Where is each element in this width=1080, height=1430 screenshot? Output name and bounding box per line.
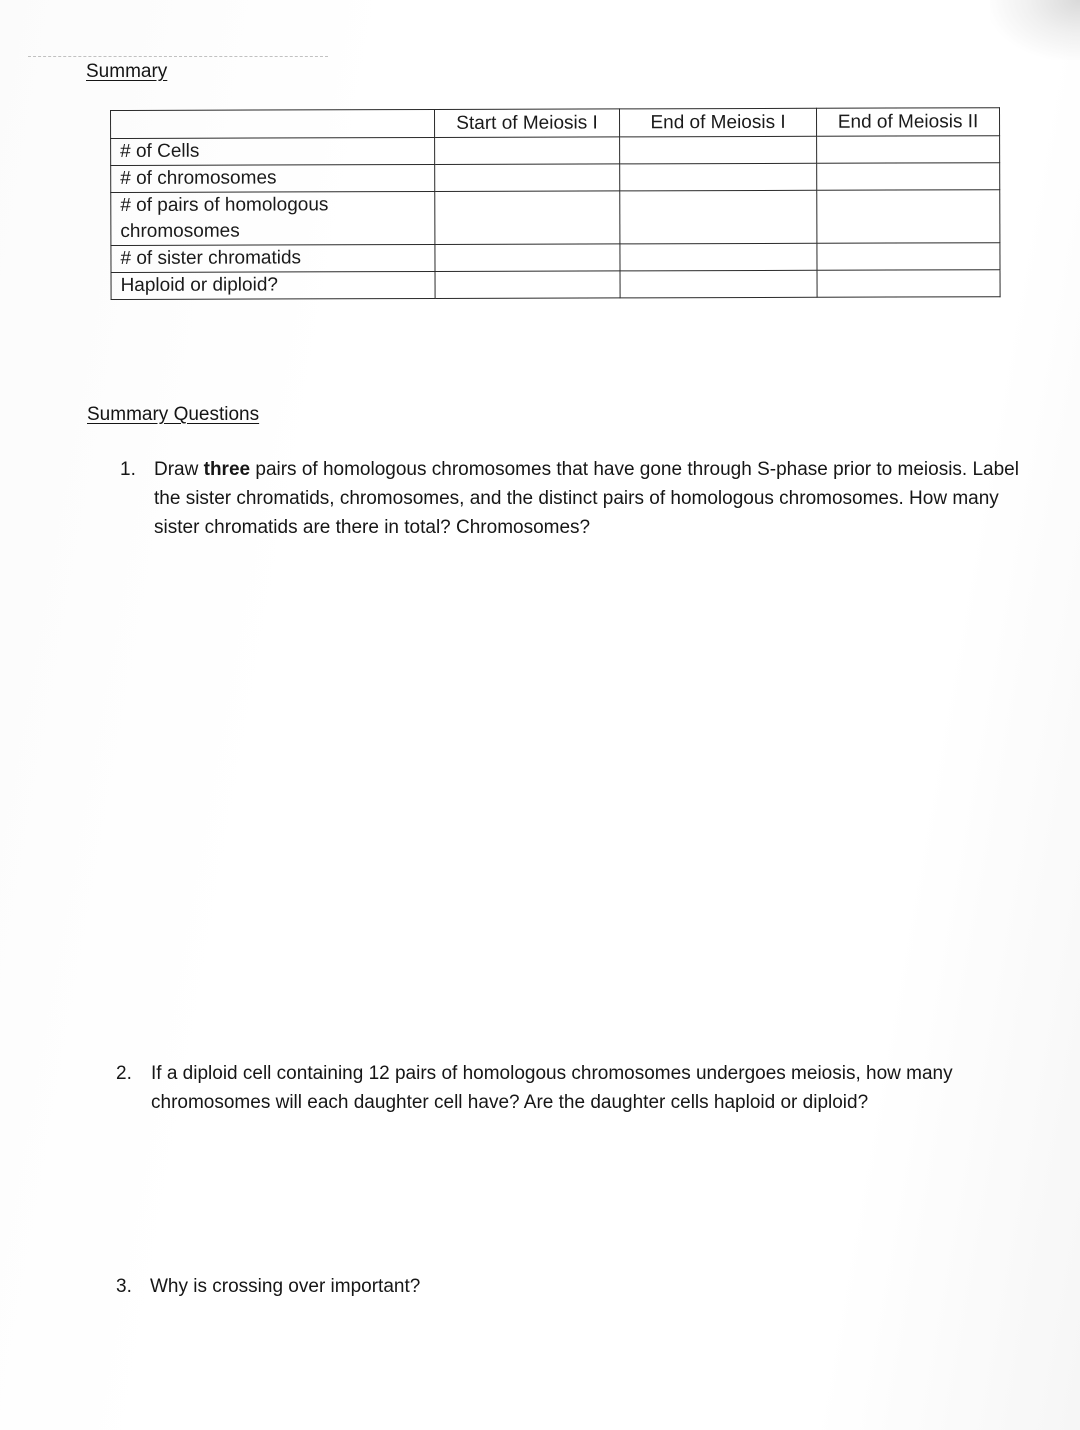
question-text-part: pairs of homologous chromosomes that have gone through S-phase prior to meiosis. Label the sister chromatids, chromosomes, and the distinct pairs of homologous chromosomes. How many sister chromatids are there in total? Chromosomes? xyxy=(154,459,1019,538)
page-corner-shadow xyxy=(990,0,1080,60)
table-cell[interactable] xyxy=(620,243,817,271)
table-header-start-meiosis-1: Start of Meiosis I xyxy=(434,109,619,138)
table-header-blank xyxy=(111,109,435,138)
table-cell[interactable] xyxy=(817,243,1000,271)
row-label-cells: # of Cells xyxy=(111,137,435,165)
question-text xyxy=(154,455,1020,542)
table-cell[interactable] xyxy=(435,244,620,272)
table-row xyxy=(111,243,1000,273)
table-cell[interactable] xyxy=(435,137,620,165)
question-text: If a diploid cell containing 12 pairs of homologous chromosomes undergoes meiosis, how many chromosomes will each daughter cell have? Are the daughter cells haploid or diploid? xyxy=(151,1063,953,1113)
question-text: Why is crossing over important? xyxy=(150,1276,421,1297)
question-text-part: Draw xyxy=(154,459,204,480)
summary-questions-heading: Summary Questions xyxy=(87,404,260,425)
table-cell[interactable] xyxy=(435,164,620,192)
scan-edge-rule xyxy=(28,56,328,57)
question-2 xyxy=(116,1059,996,1117)
table-cell[interactable] xyxy=(817,136,1000,164)
table-row xyxy=(111,163,1000,193)
row-label-chromosomes: # of chromosomes xyxy=(111,164,435,192)
question-1 xyxy=(120,455,1020,542)
row-label-haploid-diploid: Haploid or diploid? xyxy=(111,271,435,299)
table-cell[interactable] xyxy=(435,191,620,245)
summary-heading: Summary xyxy=(86,61,168,82)
table-cell[interactable] xyxy=(435,271,620,299)
row-label-sister-chromatids: # of sister chromatids xyxy=(111,244,435,272)
table-cell[interactable] xyxy=(620,163,817,191)
table-header-row xyxy=(111,108,1000,139)
table-row xyxy=(111,136,1000,166)
table-cell[interactable] xyxy=(620,136,817,164)
question-3 xyxy=(116,1272,716,1301)
summary-table xyxy=(110,107,1001,300)
table-header-end-meiosis-2: End of Meiosis II xyxy=(816,108,999,137)
table-row xyxy=(111,270,1000,300)
table-cell[interactable] xyxy=(817,163,1000,191)
table-header-end-meiosis-1: End of Meiosis I xyxy=(619,108,816,137)
table-cell[interactable] xyxy=(620,190,817,244)
question-number: 2. xyxy=(116,1063,132,1084)
table-cell[interactable] xyxy=(817,190,1000,244)
table-cell[interactable] xyxy=(817,270,1000,298)
question-number: 3. xyxy=(116,1276,132,1297)
table-cell[interactable] xyxy=(620,270,817,298)
question-emphasis: three xyxy=(203,459,251,480)
question-number: 1. xyxy=(120,459,136,480)
table-row xyxy=(111,190,1000,246)
row-label-homologous-pairs: # of pairs of homologous chromosomes xyxy=(111,191,435,245)
